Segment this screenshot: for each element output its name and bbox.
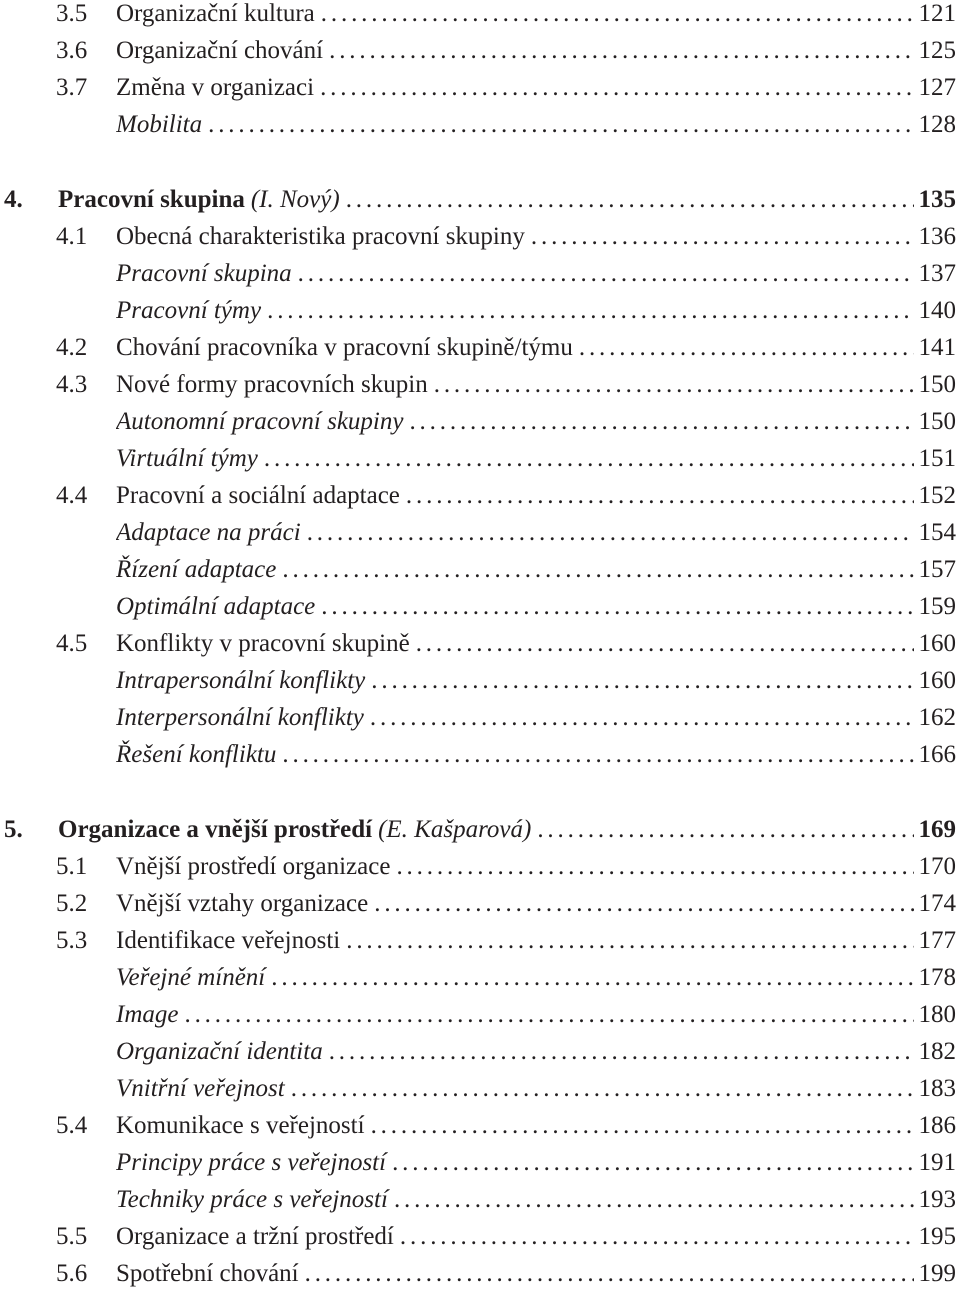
dot-leader	[403, 405, 914, 439]
dot-leader	[364, 701, 914, 735]
toc-entry-title-line	[116, 294, 914, 328]
toc-entry-number: 5.4	[56, 1112, 88, 1139]
toc-section-entry[interactable]	[0, 1257, 960, 1291]
toc-entry-page-number: 125	[918, 37, 956, 64]
toc-entry-title-line	[116, 850, 914, 884]
dot-leader	[400, 479, 914, 513]
toc-entry-title: Techniky práce s veřejností	[116, 1186, 388, 1213]
dot-leader	[261, 294, 914, 328]
toc-entry-title-line	[58, 183, 914, 217]
toc-entry-title-line	[116, 108, 914, 142]
toc-entry-page-number: 135	[918, 186, 956, 213]
toc-entry-page-number: 150	[918, 408, 956, 435]
toc-entry-title-line	[116, 961, 914, 995]
toc-section-entry[interactable]	[0, 1220, 960, 1254]
toc-entry-page-number: 137	[918, 260, 956, 287]
dot-leader	[428, 368, 914, 402]
toc-entry-title: Principy práce s veřejností	[116, 1149, 387, 1176]
toc-entry-title-line	[58, 813, 914, 847]
toc-section-entry[interactable]	[0, 0, 960, 31]
dot-leader	[365, 1109, 914, 1143]
toc-entry-title: Změna v organizaci	[116, 74, 315, 101]
toc-entry-number: 4.3	[56, 371, 88, 398]
toc-entry-page-number: 193	[918, 1186, 956, 1213]
toc-entry-number: 4.4	[56, 482, 88, 509]
toc-entry-page-number: 141	[918, 334, 956, 361]
toc-entry-title-line	[116, 405, 914, 439]
dot-leader	[410, 627, 914, 661]
toc-chapter-entry[interactable]	[0, 813, 960, 847]
toc-entry-page-number: 151	[918, 445, 956, 472]
toc-entry-number: 3.7	[56, 74, 88, 101]
toc-subsection-entry[interactable]	[0, 590, 960, 624]
toc-entry-title-line	[116, 738, 914, 772]
toc-subsection-entry[interactable]	[0, 294, 960, 328]
toc-entry-title: Optimální adaptace	[116, 593, 316, 620]
toc-entry-title-line	[116, 924, 914, 958]
toc-entry-author: (E. Kašparová)	[378, 816, 532, 843]
toc-entry-page-number: 157	[918, 556, 956, 583]
toc-subsection-entry[interactable]	[0, 664, 960, 698]
dot-leader	[314, 71, 914, 105]
toc-entry-title: Pracovní týmy	[116, 297, 262, 324]
toc-section-entry[interactable]	[0, 850, 960, 884]
dot-leader	[323, 1035, 914, 1069]
toc-entry-page-number: 140	[918, 297, 956, 324]
toc-subsection-entry[interactable]	[0, 1072, 960, 1106]
toc-entry-title-line	[116, 627, 914, 661]
toc-entry-title: Komunikace s veřejností	[116, 1112, 365, 1139]
toc-entry-title: Autonomní pracovní skupiny	[116, 408, 404, 435]
toc-entry-title-line	[116, 257, 914, 291]
toc-entry-title-line	[116, 1183, 914, 1217]
toc-entry-title: Obecná charakteristika pracovní skupiny	[116, 223, 525, 250]
toc-subsection-entry[interactable]	[0, 442, 960, 476]
toc-subsection-entry[interactable]	[0, 516, 960, 550]
toc-entry-title-line	[116, 1035, 914, 1069]
dot-leader	[178, 998, 914, 1032]
toc-section-entry[interactable]	[0, 34, 960, 68]
toc-section-entry[interactable]	[0, 887, 960, 921]
dot-leader	[573, 331, 914, 365]
toc-entry-page-number: 160	[918, 667, 956, 694]
toc-entry-title-line	[116, 590, 914, 624]
dot-leader	[390, 850, 914, 884]
toc-entry-title: Pracovní a sociální adaptace	[116, 482, 400, 509]
dot-leader	[276, 738, 914, 772]
dot-leader	[299, 1257, 914, 1291]
toc-entry-title: Organizační identita	[116, 1038, 323, 1065]
toc-entry-title: Organizace a vnější prostředí	[58, 816, 373, 843]
toc-entry-title-line	[116, 71, 914, 105]
toc-entry-number: 4.2	[56, 334, 88, 361]
dot-leader	[285, 1072, 914, 1106]
toc-section-entry[interactable]	[0, 479, 960, 513]
toc-entry-title-line	[116, 701, 914, 735]
toc-entry-title-line	[116, 479, 914, 513]
toc-entry-page-number: 166	[918, 741, 956, 768]
toc-entry-title: Řízení adaptace	[116, 556, 277, 583]
toc-subsection-entry[interactable]	[0, 738, 960, 772]
toc-entry-title: Intrapersonální konflikty	[116, 667, 366, 694]
toc-entry-title: Konflikty v pracovní skupině	[116, 630, 410, 657]
dot-leader	[315, 590, 914, 624]
toc-entry-title-line	[116, 0, 914, 31]
toc-entry-page-number: 154	[918, 519, 956, 546]
toc-entry-page-number: 121	[918, 0, 956, 27]
toc-entry-title-line	[116, 664, 914, 698]
toc-entry-title: Image	[116, 1001, 179, 1028]
toc-subsection-entry[interactable]	[0, 1146, 960, 1180]
dot-leader	[365, 664, 914, 698]
toc-entry-title-line	[116, 331, 914, 365]
toc-subsection-entry[interactable]	[0, 108, 960, 142]
toc-entry-page-number: 162	[918, 704, 956, 731]
toc-entry-number: 3.6	[56, 37, 88, 64]
toc-entry-page-number: 150	[918, 371, 956, 398]
dot-leader	[525, 220, 914, 254]
toc-entry-title: Organizace a tržní prostředí	[116, 1223, 394, 1250]
toc-entry-page-number: 174	[918, 890, 956, 917]
toc-entry-title: Organizační kultura	[116, 0, 315, 27]
toc-entry-page-number: 169	[918, 816, 956, 843]
toc-subsection-entry[interactable]	[0, 701, 960, 735]
toc-section-entry[interactable]	[0, 627, 960, 661]
toc-section-entry[interactable]	[0, 924, 960, 958]
toc-section-entry[interactable]	[0, 1109, 960, 1143]
toc-entry-title: Interpersonální konflikty	[116, 704, 364, 731]
dot-leader	[368, 887, 914, 921]
toc-subsection-entry[interactable]	[0, 257, 960, 291]
toc-entry-number: 3.5	[56, 0, 88, 27]
toc-entry-title-line	[116, 442, 914, 476]
toc-entry-title: Pracovní skupina	[58, 186, 245, 213]
toc-entry-title-line	[116, 220, 914, 254]
toc-entry-number: 4.	[4, 186, 23, 213]
toc-entry-page-number: 159	[918, 593, 956, 620]
toc-entry-title: Identifikace veřejnosti	[116, 927, 341, 954]
toc-subsection-entry[interactable]	[0, 998, 960, 1032]
toc-entry-page-number: 160	[918, 630, 956, 657]
toc-section-entry[interactable]	[0, 220, 960, 254]
toc-entry-title: Pracovní skupina	[116, 260, 292, 287]
toc-entry-title: Virtuální týmy	[116, 445, 258, 472]
toc-entry-number: 5.2	[56, 890, 88, 917]
toc-subsection-entry[interactable]	[0, 405, 960, 439]
dot-leader	[265, 961, 914, 995]
dot-leader	[340, 183, 914, 217]
toc-entry-page-number: 152	[918, 482, 956, 509]
toc-entry-page-number: 177	[918, 927, 956, 954]
toc-entry-page-number: 195	[918, 1223, 956, 1250]
dot-leader	[315, 0, 914, 31]
dot-leader	[531, 813, 914, 847]
toc-section-entry[interactable]	[0, 368, 960, 402]
toc-entry-number: 4.1	[56, 223, 88, 250]
dot-leader	[388, 1183, 914, 1217]
toc-section-entry[interactable]	[0, 331, 960, 365]
toc-entry-author: (I. Nový)	[250, 186, 340, 213]
toc-subsection-entry[interactable]	[0, 1035, 960, 1069]
dot-leader	[394, 1220, 914, 1254]
toc-chapter-entry[interactable]	[0, 183, 960, 217]
toc-entry-title-line	[116, 368, 914, 402]
toc-entry-title-line	[116, 1146, 914, 1180]
toc-entry-title-line	[116, 553, 914, 587]
toc-entry-title-line	[116, 1220, 914, 1254]
toc-entry-number: 5.1	[56, 853, 88, 880]
dot-leader	[258, 442, 914, 476]
toc-entry-number: 5.5	[56, 1223, 88, 1250]
toc-subsection-entry[interactable]	[0, 1183, 960, 1217]
dot-leader	[301, 516, 914, 550]
toc-entry-page-number: 170	[918, 853, 956, 880]
toc-entry-page-number: 136	[918, 223, 956, 250]
toc-section-entry[interactable]	[0, 71, 960, 105]
toc-entry-page-number: 191	[918, 1149, 956, 1176]
toc-entry-title: Nové formy pracovních skupin	[116, 371, 428, 398]
toc-entry-title: Veřejné mínění	[116, 964, 266, 991]
toc-entry-number: 5.6	[56, 1260, 88, 1287]
toc-entry-title: Vnější vztahy organizace	[116, 890, 369, 917]
toc-entry-page-number: 128	[918, 111, 956, 138]
toc-entry-page-number: 178	[918, 964, 956, 991]
dot-leader	[323, 34, 914, 68]
toc-entry-page-number: 183	[918, 1075, 956, 1102]
toc-entry-page-number: 180	[918, 1001, 956, 1028]
toc-entry-page-number: 199	[918, 1260, 956, 1287]
toc-entry-title-line	[116, 1257, 914, 1291]
toc-entry-page-number: 182	[918, 1038, 956, 1065]
toc-subsection-entry[interactable]	[0, 961, 960, 995]
toc-entry-number: 4.5	[56, 630, 88, 657]
toc-entry-number: 5.	[4, 816, 23, 843]
toc-entry-title-line	[116, 998, 914, 1032]
toc-subsection-entry[interactable]	[0, 553, 960, 587]
toc-entry-page-number: 127	[918, 74, 956, 101]
toc-entry-title-line	[116, 34, 914, 68]
toc-entry-title: Chování pracovníka v pracovní skupině/týmu	[116, 334, 573, 361]
toc-entry-title: Adaptace na práci	[116, 519, 301, 546]
toc-entry-title-line	[116, 1072, 914, 1106]
toc-entry-title-line	[116, 516, 914, 550]
toc-entry-number: 5.3	[56, 927, 88, 954]
dot-leader	[386, 1146, 914, 1180]
dot-leader	[276, 553, 914, 587]
toc-entry-title: Organizační chování	[116, 37, 324, 64]
toc-entry-title-line	[116, 1109, 914, 1143]
toc-entry-title: Mobilita	[116, 111, 203, 138]
dot-leader	[292, 257, 914, 291]
dot-leader	[202, 108, 914, 142]
dot-leader	[340, 924, 914, 958]
toc-entry-title-line	[116, 887, 914, 921]
toc-entry-title: Vnitřní veřejnost	[116, 1075, 285, 1102]
toc-entry-title: Vnější prostředí organizace	[116, 853, 391, 880]
toc-entry-title: Spotřební chování	[116, 1260, 299, 1287]
toc-entry-title: Řešení konfliktu	[116, 741, 277, 768]
toc-entry-page-number: 186	[918, 1112, 956, 1139]
